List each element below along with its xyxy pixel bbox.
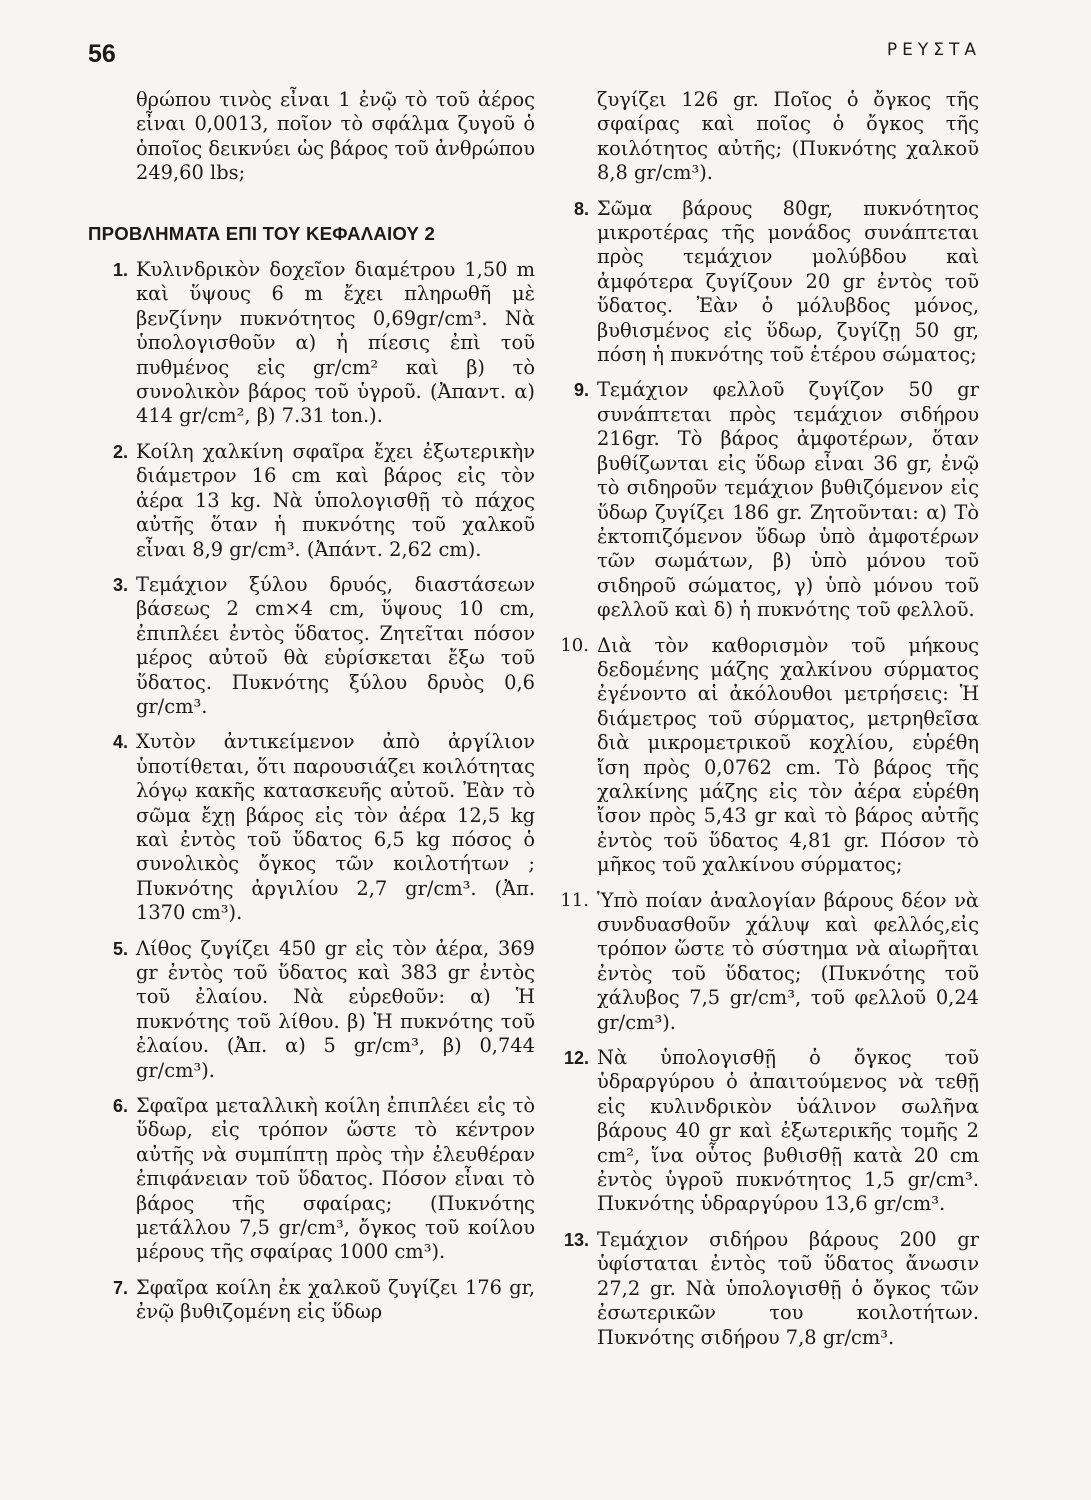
problem-text: Σφαῖρα κοίλη ἐκ χαλκοῦ ζυγίζει 176 gr, ἐνῷ βυθιζομένη εἰς ὕδωρ: [136, 1275, 535, 1324]
problem-number: 8.: [573, 198, 589, 219]
left-column: [88, 88, 535, 1336]
problem-item: [555, 1046, 979, 1217]
problem-number-spacer: [555, 88, 597, 186]
problem-text: Κυλινδρικὸν δοχεῖον διαμέτρου 1,50 m καὶ ὕψους 6 m ἔχει πληρωθῆ μὲ βενζίνην πυκνότητος 0,69gr/cm³. Νὰ ὑπολογισθοῦν α) ἡ πίεσις ἐπὶ τοῦ πυθμένος εἰς gr/cm² καὶ β) τὸ συνολικὸν βάρος τοῦ ὑγροῦ. (Ἀπαντ. α) 414 gr/cm², β) 7.31 ton.).: [136, 258, 535, 428]
problem-text: Ὑπὸ ποίαν ἀναλογίαν βάρους δέον νὰ συνδυασθοῦν χάλυψ καὶ φελλός,εἰς τρόπον ὥστε τὸ σύστημα νὰ αἰωρῆται ἐντὸς τοῦ ὕδατος; (Πυκνότης τοῦ χάλυβος 7,5 gr/cm³, τοῦ φελλοῦ 0,24 gr/cm³).: [597, 888, 979, 1034]
problem-number: 13.: [563, 1229, 589, 1250]
page-number: 56: [88, 40, 116, 68]
problem-text: Τεμάχιον ξύλου δρυός, διαστάσεων βάσεως 2 cm×4 cm, ὕψους 10 cm, ἐπιπλέει ἐντὸς ὕδατος. Ζητεῖται πόσον μέρος αὐτοῦ θὰ εὑρίσκεται ἔξω τοῦ ὕδατος. Πυκνότης ξύλου δρυὸς 0,6 gr/cm³.: [136, 572, 535, 718]
problem-text: Σῶμα βάρους 80gr, πυκνότητος μικροτέρας τῆς μονάδος συνάπτεται πρὸς τεμάχιον μολύβδου καὶ ἀμφότερα ζυγίζουν 20 gr ἐντὸς τοῦ ὕδατος. Ἐὰν ὁ μόλυβδος μόνος, βυθισμένος εἰς ὕδωρ, ζυγίζῃ 50 gr, πόση ἡ πυκνότης τοῦ ἑτέρου σώματος;: [597, 196, 979, 367]
problem-item: [88, 937, 535, 1083]
problem-number: 6.: [112, 1096, 128, 1117]
running-head: ΡΕΥΣΤΑ: [886, 40, 981, 60]
problem-item: [88, 1276, 535, 1325]
problem-number: 2.: [112, 441, 128, 462]
problem-number: 9.: [573, 380, 589, 401]
problem-item: [555, 634, 979, 878]
problem-number: 11.: [560, 889, 589, 911]
problem-item: [88, 258, 535, 429]
problem-item: [555, 378, 979, 622]
problem-text: ζυγίζει 126 gr. Ποῖος ὁ ὄγκος τῆς σφαίρας καὶ ποῖος ὁ ὄγκος τῆς κοιλότητος αὐτῆς; (Πυκνότης χαλκοῦ 8,8 gr/cm³).: [597, 88, 979, 185]
problem-text: Διὰ τὸν καθορισμὸν τοῦ μήκους δεδομένης μάζης χαλκίνου σύρματος ἐγένοντο αἱ ἀκόλουθοι μετρήσεις: Ἡ διάμετρος τοῦ σύρματος, μετρηθεῖσα διὰ μικρομετρικοῦ κοχλίου, εὑρέθη ἴση πρὸς 0,0762 cm. Τὸ βάρος τῆς χαλκίνης μάζης εἰς τὸν ἀέρα εὑρέθη ἴσον πρὸς 5,43 gr καὶ τὸ βάρος αὐτῆς ἐντὸς τοῦ ὕδατος 4,81 gr. Πόσον τὸ μῆκος τοῦ χαλκίνου σύρματος;: [597, 633, 979, 877]
problem-item: [88, 1094, 535, 1265]
problem-text: Σφαῖρα μεταλλικὴ κοίλη ἐπιπλέει εἰς τὸ ὕδωρ, εἰς τρόπον ὥστε τὸ κέντρον αὐτῆς νὰ συμπίπτῃ πρὸς τὴν ἐλευθέραν ἐπιφάνειαν τοῦ ὕδατος. Πόσον εἶναι τὸ βάρος τῆς σφαίρας; (Πυκνότης μετάλλου 7,5 gr/cm³, ὄγκος τοῦ κοίλου μέρους τῆς σφαίρας 1000 cm³).: [136, 1094, 535, 1264]
problem-continuation: [555, 88, 979, 186]
problem-number: 10.: [560, 634, 589, 656]
right-column: [555, 88, 979, 1361]
problem-number: 1.: [112, 260, 128, 281]
problem-text: Χυτὸν ἀντικείμενον ἀπὸ ἀργίλιον ὑποτίθεται, ὅτι παρουσιάζει κοιλότητας λόγῳ κακῆς κατασκευῆς αὐτοῦ. Ἐὰν τὸ σῶμα ἔχῃ βάρος εἰς τὸν ἀέρα 12,5 kg καὶ ἐντὸς τοῦ ὕδατος 6,5 kg πόσος ὁ συνολικὸς ὄγκος τῶν κοιλοτήτων ; Πυκνότης ἀργιλίου 2,7 gr/cm³. (Ἀπ. 1370 cm³).: [136, 730, 535, 925]
problem-number: 7.: [112, 1277, 128, 1298]
problem-item: [555, 889, 979, 1035]
problem-number: 3.: [112, 574, 128, 595]
section-heading: ΠΡΟΒΛΗΜΑΤΑ ΕΠΙ ΤΟΥ ΚΕΦΑΛΑΙΟΥ 2: [88, 222, 436, 244]
problem-text: Λίθος ζυγίζει 450 gr εἰς τὸν ἀέρα, 369 gr ἐντὸς τοῦ ὕδατος καὶ 383 gr ἐντὸς τοῦ ἐλαίου. Νὰ εὑρεθοῦν: α) Ἡ πυκνότης τοῦ λίθου. β) Ἡ πυκνότης τοῦ ἐλαίου. (Ἀπ. α) 5 gr/cm³, β) 0,744 gr/cm³).: [136, 936, 535, 1082]
problem-item: [88, 730, 535, 925]
problem-item: [555, 197, 979, 368]
problem-number: 12.: [563, 1048, 589, 1069]
problem-text: Κοίλη χαλκίνη σφαῖρα ἔχει ἐξωτερικὴν διάμετρον 16 cm καὶ βάρος εἰς τὸν ἀέρα 13 kg. Νὰ ὑπολογισθῇ τὸ πάχος αὐτῆς ὅταν ἡ πυκνότης τοῦ χαλκοῦ εἶναι 8,9 gr/cm³. (Ἀπάντ. 2,62 cm).: [136, 439, 535, 561]
problem-number: 4.: [112, 732, 128, 753]
problem-item: [88, 440, 535, 562]
problem-number: 5.: [112, 938, 128, 959]
problem-item: [555, 1228, 979, 1350]
problem-text: Τεμάχιον σιδήρου βάρους 200 gr ὑφίσταται ἐντὸς τοῦ ὕδατος ἄνωσιν 27,2 gr. Νὰ ὑπολογισθῇ ὁ ὄγκος τῶν ἐσωτερικῶν του κοιλοτήτων. Πυκνότης σιδήρου 7,8 gr/cm³.: [597, 1227, 979, 1349]
problem-item: [88, 573, 535, 719]
problem-text: Νὰ ὑπολογισθῇ ὁ ὄγκος τοῦ ὑδραργύρου ὁ ἀπαιτούμενος νὰ τεθῇ εἰς κυλινδρικὸν ὑάλινον σωλῆνα βάρους 40 gr καὶ ἐξωτερικῆς τομῆς 2 cm², ἵνα οὗτος βυθισθῇ κατὰ 20 cm ἐντὸς ὑγροῦ πυκνότητος 1,5 gr/cm³. Πυκνότης ὑδραργύρου 13,6 gr/cm³.: [597, 1046, 979, 1216]
intro-paragraph: θρώπου τινὸς εἶναι 1 ἐνῷ τὸ τοῦ ἀέρος εἶναι 0,0013, ποῖον τὸ σφάλμα ζυγοῦ ὁ ὁποῖος δεικνύει ὡς βάρος τοῦ ἀνθρώπου 249,60 lbs;: [136, 88, 535, 185]
problem-text: Τεμάχιον φελλοῦ ζυγίζον 50 gr συνάπτεται πρὸς τεμάχιον σιδήρου 216gr. Τὸ βάρος ἀμφοτέρων, ὅταν βυθίζωνται εἰς ὕδωρ εἶναι 36 gr, ἐνῷ τὸ σιδηροῦν τεμάχιον βυθιζόμενον εἰς ὕδωρ ζυγίζει 186 gr. Ζητοῦνται: α) Τὸ ἐκτοπιζόμενον ὕδωρ ὑπὸ ἀμφοτέρων τῶν σωμάτων, β) ὑπὸ μόνου τοῦ σιδηροῦ σώματος, γ) ὑπὸ μόνου τοῦ φελλοῦ καὶ δ) ἡ πυκνότης τοῦ φελλοῦ.: [597, 378, 979, 622]
